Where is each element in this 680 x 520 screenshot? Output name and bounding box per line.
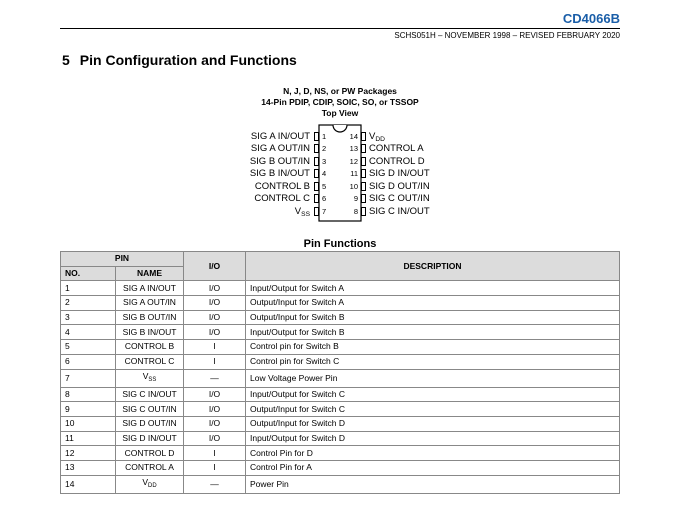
pin-description-cell: Input/Output for Switch B — [246, 325, 620, 340]
pin-name-cell: SIG A OUT/IN — [116, 296, 184, 311]
left-pin-number: 3 — [322, 156, 327, 166]
right-pin-number: 13 — [349, 144, 358, 153]
pin-io-cell: I/O — [184, 281, 246, 296]
pin-description-cell: Control Pin for A — [246, 460, 620, 475]
table-row — [61, 402, 620, 417]
pin-io-cell: I/O — [184, 325, 246, 340]
left-pin-label: SIG A OUT/IN — [250, 143, 310, 154]
header-name: NAME — [116, 266, 184, 281]
table-row — [61, 475, 620, 493]
pin-description-cell: Control pin for Switch B — [246, 340, 620, 355]
package-view: Top View — [321, 108, 359, 118]
pin-number-cell: 6 — [61, 354, 116, 369]
header-no: NO. — [61, 266, 116, 281]
table-row — [61, 310, 620, 325]
left-pin-number: 4 — [322, 169, 327, 178]
left-pin — [314, 132, 319, 141]
table-row — [61, 460, 620, 475]
pin-name-cell: CONTROL C — [116, 354, 184, 369]
right-pin-label: CONTROL A — [369, 143, 424, 154]
part-number: CD4066B — [562, 11, 620, 26]
right-pin-number: 14 — [349, 131, 358, 141]
pin-name-cell: SIG A IN/OUT — [116, 281, 184, 296]
pin-name-cell: SIG D OUT/IN — [116, 416, 184, 431]
right-pin-label: CONTROL D — [369, 155, 425, 167]
table-row — [61, 340, 620, 355]
right-pin-label: SIG D OUT/IN — [369, 180, 430, 192]
pin-number-cell: 12 — [61, 446, 116, 461]
left-pin-number: 1 — [322, 131, 327, 141]
table-row — [61, 369, 620, 387]
pin-number-cell: 2 — [61, 296, 116, 311]
pin-name-cell: SIG B IN/OUT — [116, 325, 184, 340]
pin-name-cell: CONTROL D — [116, 446, 184, 461]
right-pin-label: $V_{DD}$ — [369, 130, 385, 143]
table-row — [61, 416, 620, 431]
pin-name-cell: SIG C IN/OUT — [116, 387, 184, 402]
document-revision-line: SCHS051H – NOVEMBER 1998 – REVISED FEBRUARY 2020 — [394, 31, 620, 40]
left-pin-label: CONTROL B — [254, 180, 310, 192]
pin-io-cell: I/O — [184, 310, 246, 325]
pin-number-cell: 1 — [61, 281, 116, 296]
right-pin — [361, 144, 366, 153]
table-row — [61, 446, 620, 461]
pin-description-cell: Input/Output for Switch D — [246, 431, 620, 446]
header-pin: PIN — [61, 252, 184, 267]
table-row — [61, 387, 620, 402]
left-pin — [314, 182, 319, 191]
header-description: DESCRIPTION — [246, 252, 620, 281]
pin-number-cell: 10 — [61, 416, 116, 431]
left-pin-number: 2 — [322, 144, 327, 153]
table-row — [61, 354, 620, 369]
pin-description-cell: Power Pin — [246, 475, 620, 493]
pin-number-cell: 5 — [61, 340, 116, 355]
right-pin — [361, 157, 366, 166]
header-io: I/O — [184, 252, 246, 281]
pin-description-cell: Output/Input for Switch D — [246, 416, 620, 431]
right-pin — [361, 169, 366, 178]
pin-name-cell: $V_{SS}$ — [116, 369, 184, 387]
left-pin-number: 7 — [322, 206, 327, 216]
left-pin-label: SIG A IN/OUT — [250, 130, 310, 142]
pin-description-cell: Control Pin for D — [246, 446, 620, 461]
pin-number-cell: 11 — [61, 431, 116, 446]
package-types: 14-Pin PDIP, CDIP, SOIC, SO, or TSSOP — [261, 97, 419, 107]
pin-description-cell: Output/Input for Switch C — [246, 402, 620, 417]
pin-description-cell: Output/Input for Switch B — [246, 310, 620, 325]
left-pin-label: $V_{SS}$ — [294, 205, 310, 218]
pin-io-cell: I — [184, 340, 246, 355]
pin-io-cell: — — [184, 475, 246, 493]
right-pin-number: 9 — [353, 194, 358, 203]
left-pin — [314, 144, 319, 153]
table-title: Pin Functions — [303, 238, 377, 250]
package-list: N, J, D, NS, or PW Packages — [283, 86, 397, 96]
pin-number-cell: 7 — [61, 369, 116, 387]
table-row — [61, 281, 620, 296]
pin-io-cell: I — [184, 354, 246, 369]
pin-functions-table — [60, 251, 620, 494]
right-pin — [361, 182, 366, 191]
pin-name-cell: $V_{DD}$ — [116, 475, 184, 493]
left-pin — [314, 194, 319, 203]
pin-number-cell: 8 — [61, 387, 116, 402]
pin-description-cell: Input/Output for Switch A — [246, 281, 620, 296]
pin-description-cell: Input/Output for Switch C — [246, 387, 620, 402]
right-pin — [361, 207, 366, 216]
left-pin — [314, 169, 319, 178]
right-pin-number: 10 — [349, 181, 358, 191]
pin-io-cell: I/O — [184, 431, 246, 446]
pin-name-cell: SIG B OUT/IN — [116, 310, 184, 325]
pin-name-cell: SIG C OUT/IN — [116, 402, 184, 417]
pin-io-cell: I — [184, 460, 246, 475]
pin-description-cell: Output/Input for Switch A — [246, 296, 620, 311]
right-pin-number: 11 — [350, 169, 358, 178]
left-pin-label: CONTROL C — [254, 193, 310, 204]
left-pin — [314, 157, 319, 166]
pin-description-cell: Low Voltage Power Pin — [246, 369, 620, 387]
left-pin-label: SIG B IN/OUT — [249, 168, 310, 179]
table-row — [61, 431, 620, 446]
pin-number-cell: 4 — [61, 325, 116, 340]
right-pin-label: SIG C IN/OUT — [369, 205, 430, 217]
left-pin-number: 5 — [322, 181, 327, 191]
table-row — [61, 325, 620, 340]
section-number: 5 — [62, 52, 70, 68]
right-pin — [361, 132, 366, 141]
pin-io-cell: I — [184, 446, 246, 461]
pin-io-cell: I/O — [184, 416, 246, 431]
left-pin — [314, 207, 319, 216]
right-pin-label: SIG C OUT/IN — [369, 193, 430, 204]
right-pin-number: 12 — [349, 156, 358, 166]
right-pin-label: SIG D IN/OUT — [369, 168, 430, 179]
right-pin-number: 8 — [353, 206, 358, 216]
left-pin-number: 6 — [322, 194, 327, 203]
pin-number-cell: 13 — [61, 460, 116, 475]
pin-name-cell: CONTROL B — [116, 340, 184, 355]
pin-number-cell: 9 — [61, 402, 116, 417]
right-pin — [361, 194, 366, 203]
pin-description-cell: Control pin for Switch C — [246, 354, 620, 369]
pin-io-cell: — — [184, 369, 246, 387]
left-pin-label: SIG B OUT/IN — [249, 155, 310, 167]
pin-name-cell: CONTROL A — [116, 460, 184, 475]
table-row — [61, 296, 620, 311]
pin-number-cell: 14 — [61, 475, 116, 493]
pin-rows — [61, 281, 620, 493]
pin-io-cell: I/O — [184, 296, 246, 311]
section-title-text: Pin Configuration and Functions — [79, 52, 297, 68]
pin-io-cell: I/O — [184, 387, 246, 402]
pin-io-cell: I/O — [184, 402, 246, 417]
pin-number-cell: 3 — [61, 310, 116, 325]
pin-name-cell: SIG D IN/OUT — [116, 431, 184, 446]
